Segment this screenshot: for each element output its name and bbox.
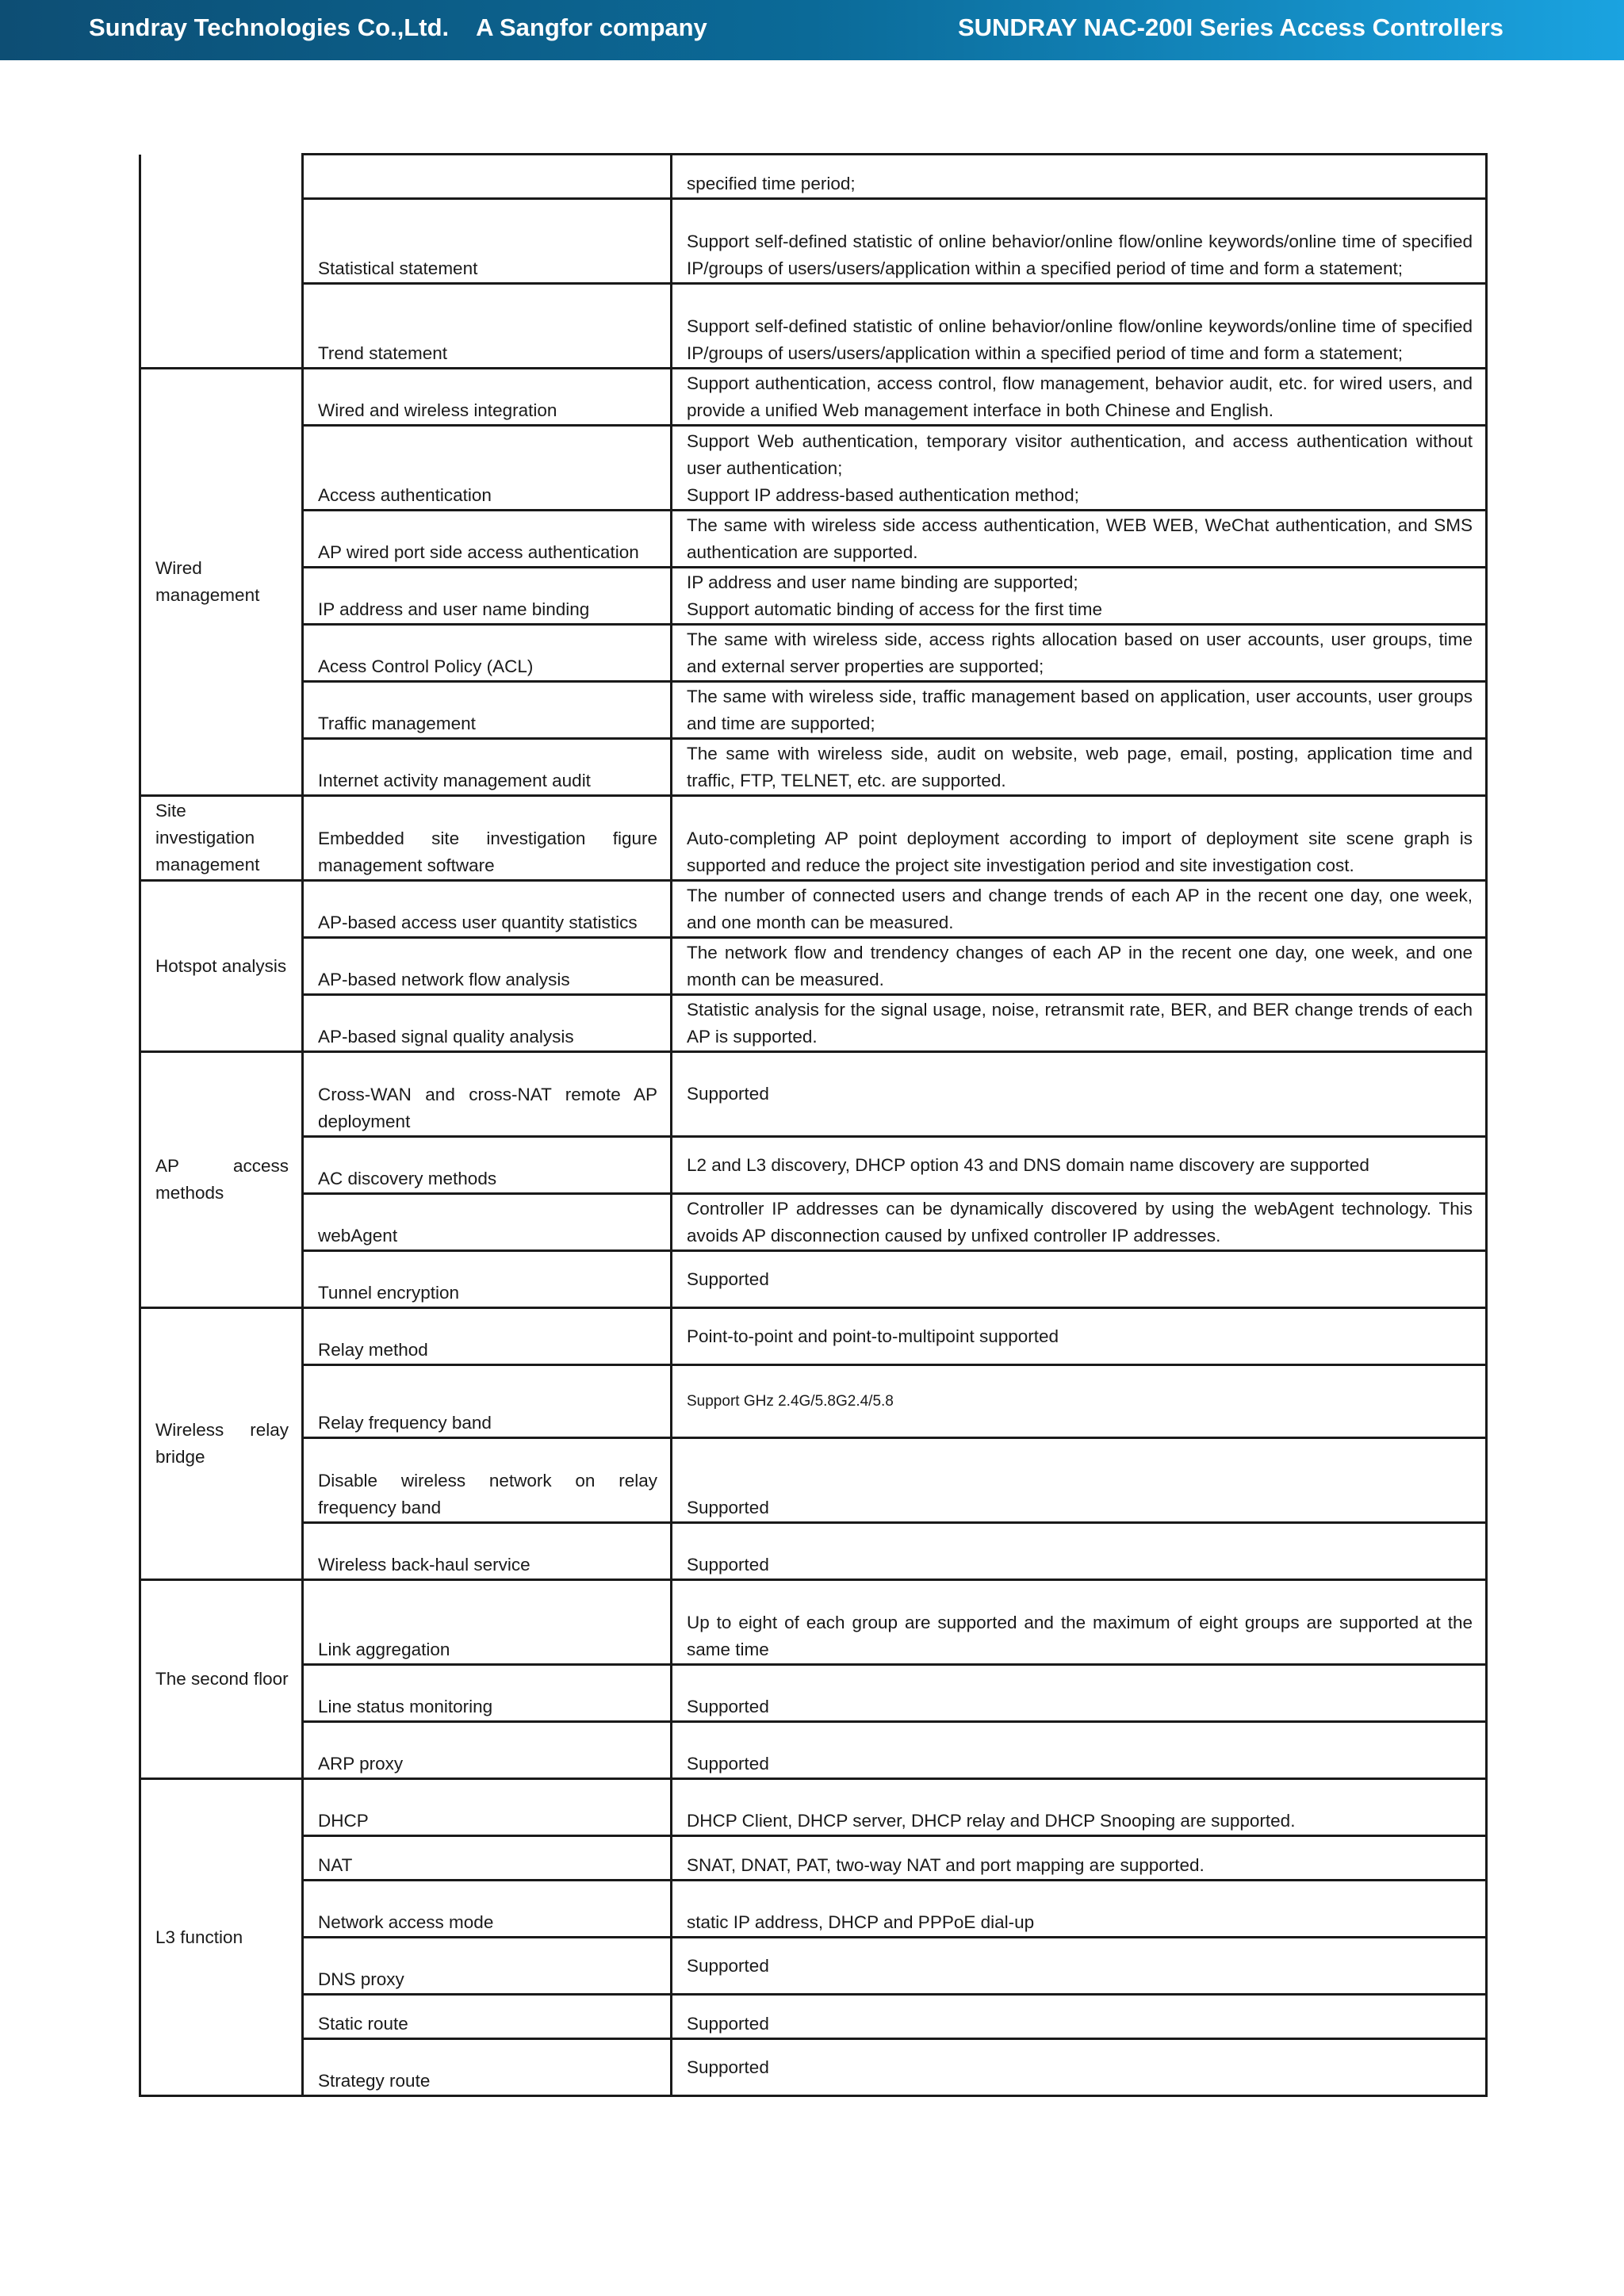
feature-cell: webAgent bbox=[303, 1194, 672, 1251]
feature-cell: Cross-WAN and cross-NAT remote AP deployment bbox=[303, 1052, 672, 1137]
header-left bbox=[89, 0, 707, 55]
table-row bbox=[140, 284, 1487, 369]
table-row bbox=[140, 1665, 1487, 1722]
description-cell: Supported bbox=[672, 2039, 1487, 2096]
feature-cell: DHCP bbox=[303, 1779, 672, 1836]
description-cell: Auto-completing AP point deployment according to import of deployment site scene graph is supported and reduce the project site investigation period and site investigation cost. bbox=[672, 796, 1487, 881]
description-cell: The same with wireless side access authentication, WEB WEB, WeChat authentication, and SMS authentication are supported. bbox=[672, 511, 1487, 568]
description-cell: Controller IP addresses can be dynamically discovered by using the webAgent technology. This avoids AP disconnection caused by unfixed controller IP addresses. bbox=[672, 1194, 1487, 1251]
description-cell: DHCP Client, DHCP server, DHCP relay and DHCP Snooping are supported. bbox=[672, 1779, 1487, 1836]
description-cell: The network flow and trendency changes of each AP in the recent one day, one week, and one month can be measured. bbox=[672, 938, 1487, 995]
description-cell: Supported bbox=[672, 1251, 1487, 1308]
spec-table bbox=[139, 153, 1488, 2097]
table-row bbox=[140, 1995, 1487, 2039]
feature-cell: Strategy route bbox=[303, 2039, 672, 2096]
description-cell: IP address and user name binding are supported; Support automatic binding of access for the first time bbox=[672, 568, 1487, 625]
table-row bbox=[140, 881, 1487, 938]
description-cell: Support Web authentication, temporary visitor authentication, and access authentication without user authentication; Support IP address-based authentication method; bbox=[672, 426, 1487, 511]
table-row bbox=[140, 995, 1487, 1052]
category-cell: Site investigation management bbox=[140, 796, 303, 881]
description-cell: L2 and L3 discovery, DHCP option 43 and DNS domain name discovery are supported bbox=[672, 1137, 1487, 1194]
table-row bbox=[140, 155, 1487, 199]
description-cell: The same with wireless side, access rights allocation based on user accounts, user groups, time and external server properties are supported; bbox=[672, 625, 1487, 682]
feature-cell: AC discovery methods bbox=[303, 1137, 672, 1194]
description-cell: Up to eight of each group are supported and the maximum of eight groups are supported at the same time bbox=[672, 1580, 1487, 1665]
description-cell: specified time period; bbox=[672, 155, 1487, 199]
feature-cell: AP-based network flow analysis bbox=[303, 938, 672, 995]
feature-cell: Trend statement bbox=[303, 284, 672, 369]
category-cell: Wireless relay bridge bbox=[140, 1308, 303, 1580]
feature-cell: Traffic management bbox=[303, 682, 672, 739]
feature-cell: ARP proxy bbox=[303, 1722, 672, 1779]
description-cell: Supported bbox=[672, 1438, 1487, 1523]
product-title: SUNDRAY NAC-200I Series Access Controllers bbox=[957, 13, 1503, 41]
description-cell: The same with wireless side, audit on website, web page, email, posting, application time and traffic, FTP, TELNET, etc. are supported. bbox=[672, 739, 1487, 796]
description-cell: The number of connected users and change trends of each AP in the recent one day, one week, and one month can be measured. bbox=[672, 881, 1487, 938]
feature-cell: AP wired port side access authentication bbox=[303, 511, 672, 568]
table-row bbox=[140, 739, 1487, 796]
description-cell: static IP address, DHCP and PPPoE dial-up bbox=[672, 1881, 1487, 1938]
feature-cell: Wired and wireless integration bbox=[303, 369, 672, 426]
description-cell: Supported bbox=[672, 1995, 1487, 2039]
table-row bbox=[140, 1580, 1487, 1665]
spec-table-body bbox=[140, 155, 1487, 2096]
feature-cell: AP-based access user quantity statistics bbox=[303, 881, 672, 938]
table-row bbox=[140, 1881, 1487, 1938]
category-cell: Hotspot analysis bbox=[140, 881, 303, 1052]
feature-cell: Internet activity management audit bbox=[303, 739, 672, 796]
description-cell: Supported bbox=[672, 1523, 1487, 1580]
description-cell: Supported bbox=[672, 1052, 1487, 1137]
table-row bbox=[140, 369, 1487, 426]
table-row bbox=[140, 511, 1487, 568]
table-row bbox=[140, 1194, 1487, 1251]
table-row bbox=[140, 625, 1487, 682]
description-cell: Support self-defined statistic of online behavior/online flow/online keywords/online time of specified IP/groups of users/users/application within a specified period of time and form a statement; bbox=[672, 284, 1487, 369]
table-row bbox=[140, 1938, 1487, 1995]
feature-cell: AP-based signal quality analysis bbox=[303, 995, 672, 1052]
feature-cell: Relay method bbox=[303, 1308, 672, 1365]
table-row bbox=[140, 1052, 1487, 1137]
feature-cell: Link aggregation bbox=[303, 1580, 672, 1665]
description-cell: SNAT, DNAT, PAT, two-way NAT and port mapping are supported. bbox=[672, 1836, 1487, 1881]
table-row bbox=[140, 682, 1487, 739]
feature-cell: Access authentication bbox=[303, 426, 672, 511]
table-row bbox=[140, 1438, 1487, 1523]
description-cell: Supported bbox=[672, 1938, 1487, 1995]
table-row bbox=[140, 1137, 1487, 1194]
description-cell: Supported bbox=[672, 1665, 1487, 1722]
table-row bbox=[140, 2039, 1487, 2096]
table-row bbox=[140, 1722, 1487, 1779]
feature-cell: Statistical statement bbox=[303, 199, 672, 284]
table-row bbox=[140, 1779, 1487, 1836]
category-cell: AP access methods bbox=[140, 1052, 303, 1308]
table-row bbox=[140, 1836, 1487, 1881]
company-name: Sundray Technologies Co.,Ltd. bbox=[89, 13, 450, 41]
table-row bbox=[140, 199, 1487, 284]
page-header bbox=[0, 0, 1624, 60]
feature-cell: Network access mode bbox=[303, 1881, 672, 1938]
feature-cell: Relay frequency band bbox=[303, 1365, 672, 1438]
feature-cell bbox=[303, 155, 672, 199]
table-row bbox=[140, 426, 1487, 511]
description-cell: Support self-defined statistic of online behavior/online flow/online keywords/online time of specified IP/groups of users/users/application within a specified period of time and form a statement; bbox=[672, 199, 1487, 284]
category-cell: The second floor bbox=[140, 1580, 303, 1779]
feature-cell: Embedded site investigation figure management software bbox=[303, 796, 672, 881]
description-cell: Supported bbox=[672, 1722, 1487, 1779]
table-row bbox=[140, 938, 1487, 995]
feature-cell: Wireless back-haul service bbox=[303, 1523, 672, 1580]
category-cell bbox=[140, 155, 303, 369]
description-cell: Point-to-point and point-to-multipoint supported bbox=[672, 1308, 1487, 1365]
category-cell: Wired management bbox=[140, 369, 303, 796]
description-cell: Support GHz 2.4G/5.8G2.4/5.8 bbox=[672, 1365, 1487, 1438]
description-cell: Statistic analysis for the signal usage, noise, retransmit rate, BER, and BER change trends of each AP is supported. bbox=[672, 995, 1487, 1052]
feature-cell: IP address and user name binding bbox=[303, 568, 672, 625]
table-row bbox=[140, 568, 1487, 625]
table-row bbox=[140, 1308, 1487, 1365]
table-row bbox=[140, 796, 1487, 881]
feature-cell: Line status monitoring bbox=[303, 1665, 672, 1722]
table-row bbox=[140, 1523, 1487, 1580]
feature-cell: Tunnel encryption bbox=[303, 1251, 672, 1308]
feature-cell: Disable wireless network on relay frequency band bbox=[303, 1438, 672, 1523]
feature-cell: Acess Control Policy (ACL) bbox=[303, 625, 672, 682]
description-cell: The same with wireless side, traffic management based on application, user accounts, user groups and time are supported; bbox=[672, 682, 1487, 739]
description-cell: Support authentication, access control, flow management, behavior audit, etc. for wired users, and provide a unified Web management interface in both Chinese and English. bbox=[672, 369, 1487, 426]
company-tagline: A Sangfor company bbox=[476, 13, 707, 41]
table-row bbox=[140, 1365, 1487, 1438]
feature-cell: DNS proxy bbox=[303, 1938, 672, 1995]
table-row bbox=[140, 1251, 1487, 1308]
feature-cell: Static route bbox=[303, 1995, 672, 2039]
feature-cell: NAT bbox=[303, 1836, 672, 1881]
category-cell: L3 function bbox=[140, 1779, 303, 2096]
